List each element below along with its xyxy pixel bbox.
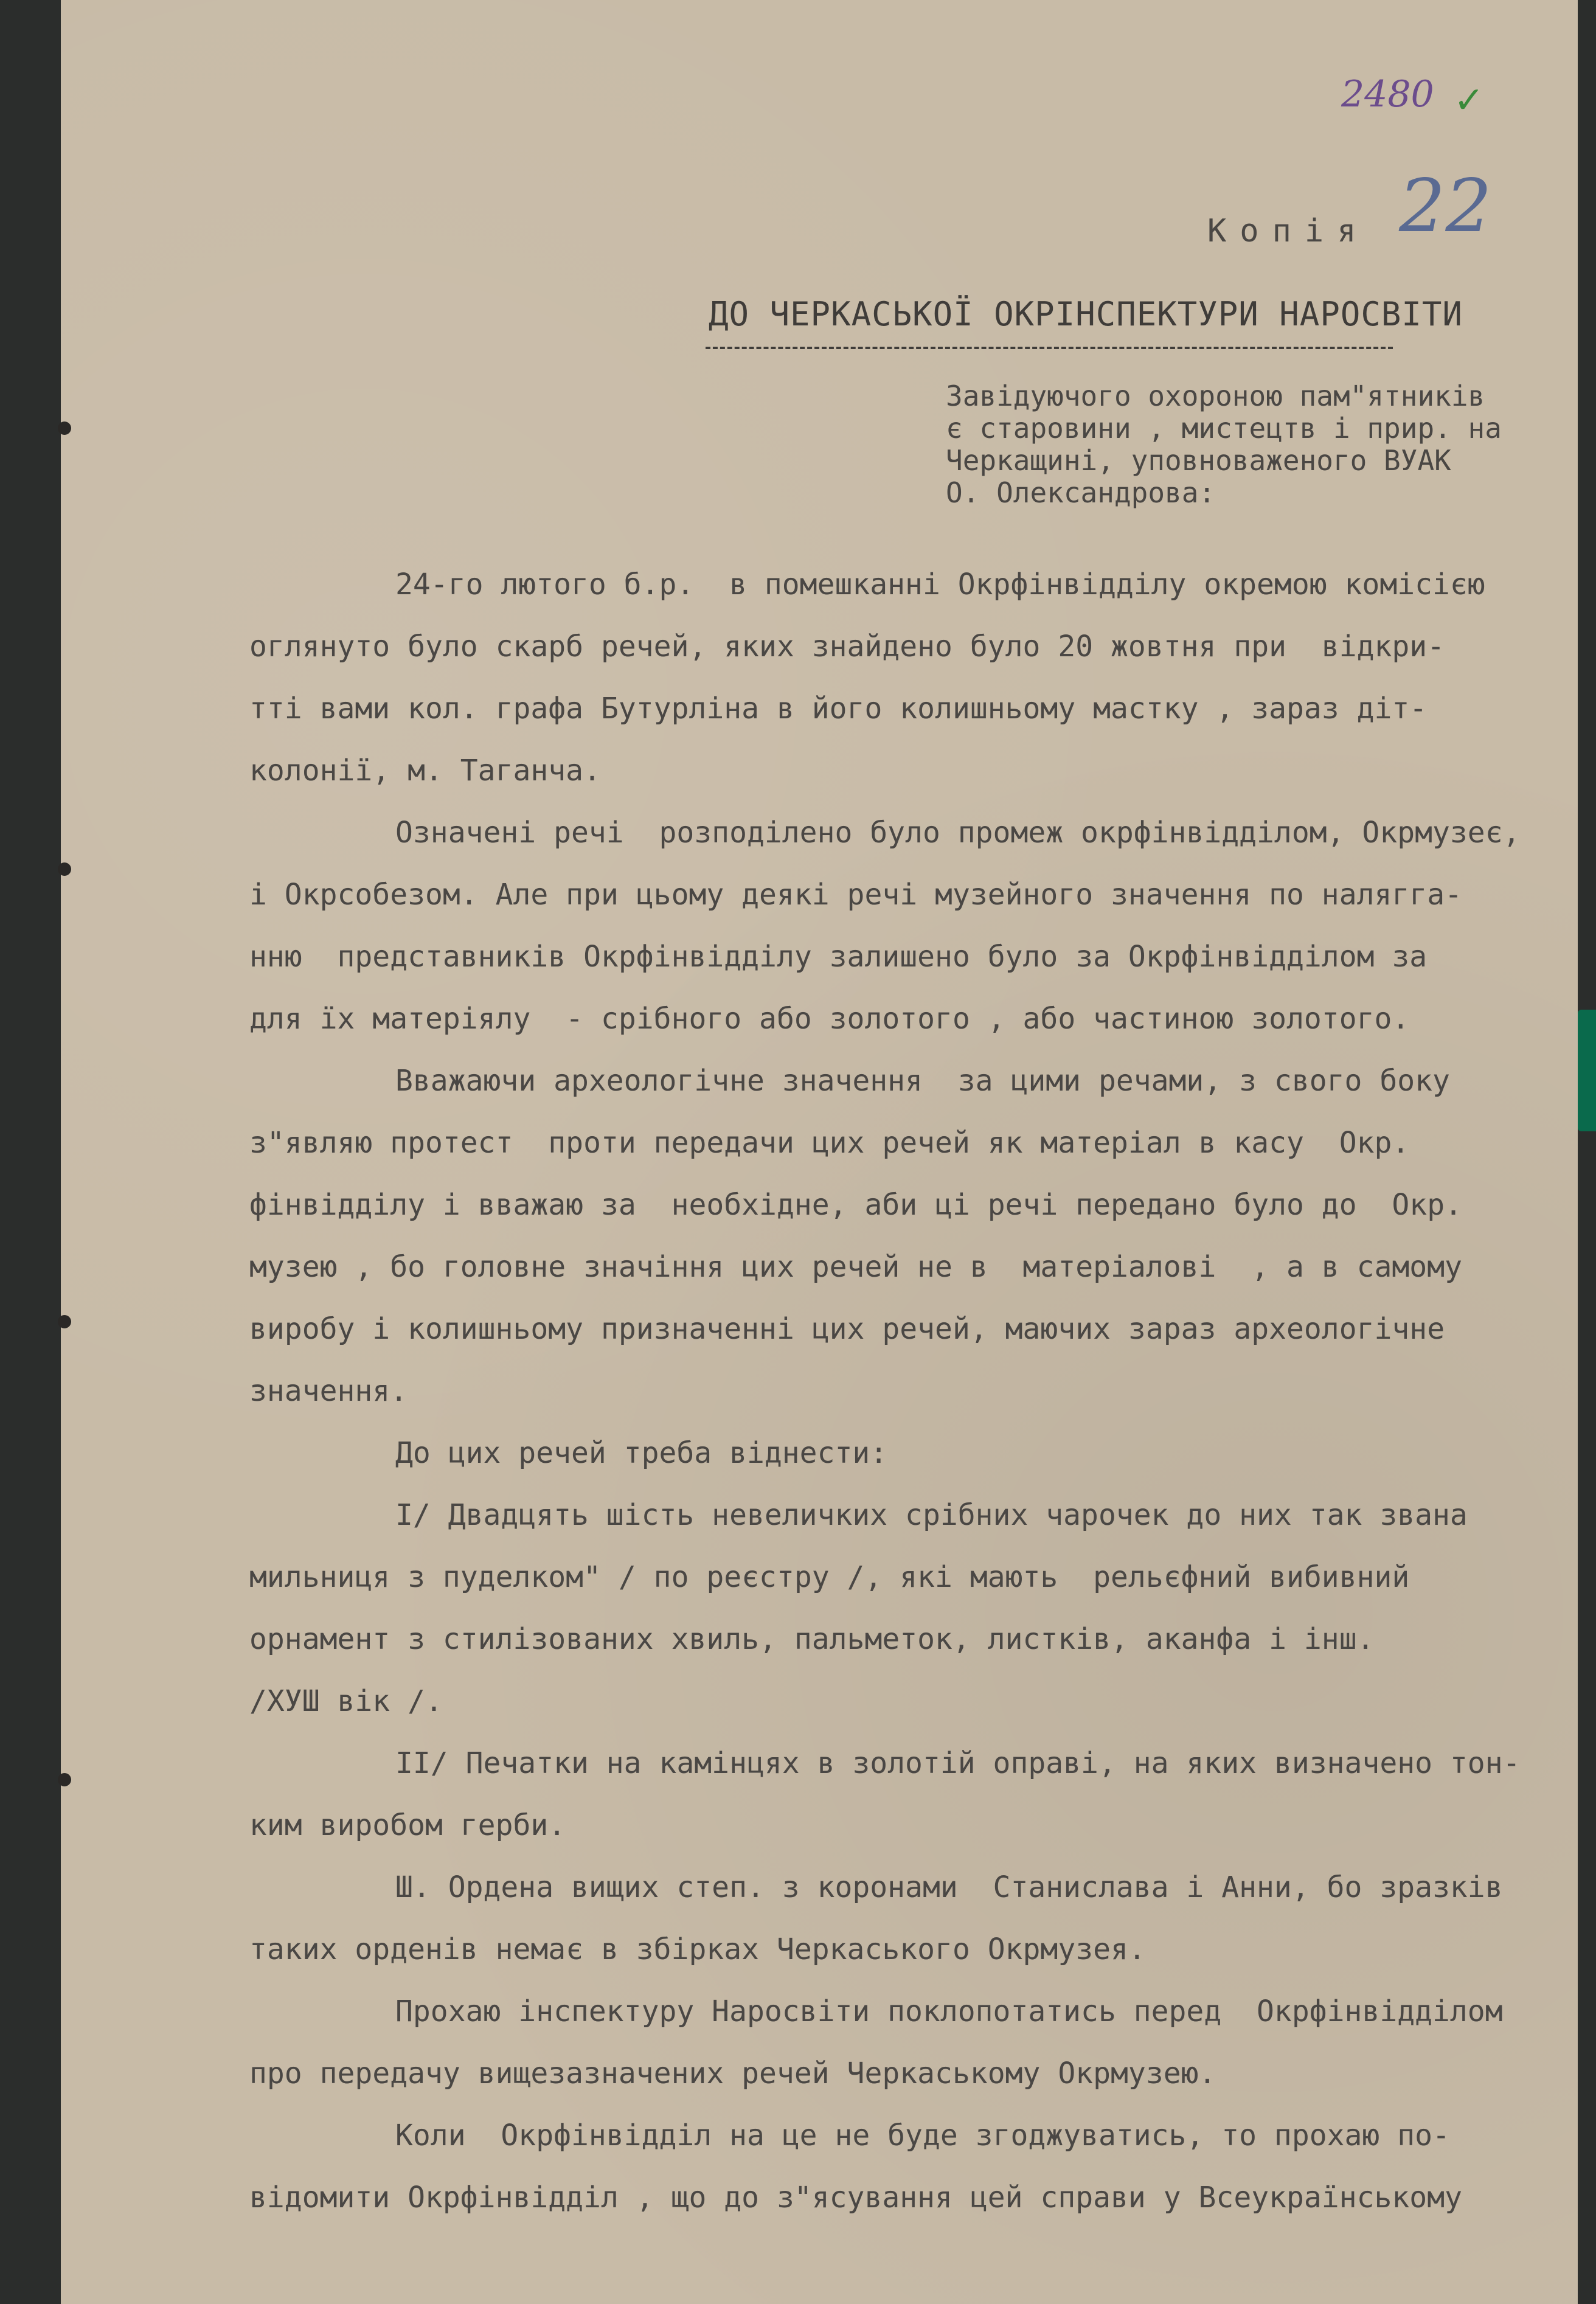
body-line: таких орденів немає в збірках Черкаського Окрмузея. [249,1932,1146,1966]
sender-line: Черкащині, уповноваженого ВУАК [946,443,1451,477]
body-line: тті вами кол. графа Бутурліна в його колишньому мастку , зараз діт- [249,692,1428,726]
check-mark-icon: ✓ [1454,79,1485,122]
body-line: виробу і колишньому призначенні цих речей, маючих зараз археологічне [249,1312,1445,1346]
body-line: нню представників Окрфінвідділу залишено було за Окрфінвідділом за [249,940,1428,974]
body-line: Вважаючи археологічне значення за цими речами, з свого боку [395,1064,1450,1098]
letter-body [249,553,1521,2229]
body-line: ІІ/ Печатки на камінцях в золотій оправі, на яких визначено тон- [395,1746,1521,1780]
body-line: До цих речей треба віднести: [395,1436,888,1470]
body-line: Прохаю інспектуру Наросвіти поклопотатись перед Окрфінвідділом [395,1994,1503,2028]
body-line: оглянуто було скарб речей, яких знайдено було 20 жовтня при відкри- [249,630,1445,664]
copy-label: Копія [1207,213,1370,249]
body-line: відомити Окрфінвідділ , що до з"ясування цей справи у Всеукраїнському [249,2181,1462,2215]
body-line: Ш. Ордена вищих степ. з коронами Станислава і Анни, бо зразків [395,1870,1503,1904]
body-line: /ХУШ вік /. [249,1684,443,1718]
sender-block [946,380,1502,509]
addressee-heading: ДО ЧЕРКАСЬКОЇ ОКРІНСПЕКТУРИ НАРОСВІТИ [709,295,1463,333]
body-line: орнамент з стилізованих хвиль, пальметок, листків, аканфа і інш. [249,1622,1375,1656]
body-line: 24-го лютого б.р. в помешканні Окрфінвідділу окремою комісією [395,567,1485,602]
punch-hole [58,1315,71,1328]
body-line: для їх матеріялу - срібного або золотого , або частиною золотого. [249,1002,1410,1036]
body-line: Коли Окрфінвідділ на це не буде згоджуватись, то прохаю по- [395,2118,1450,2153]
green-bookmark-tab [1578,1010,1596,1131]
body-line: І/ Двадцять шість невеличких срібних чарочек до них так звана [395,1498,1468,1532]
body-line: ким виробом герби. [249,1808,566,1842]
body-line: з"являю протест проти передачи цих речей як матеріал в касу Окр. [249,1126,1410,1160]
body-line: музею , бо головне значіння цих речей не в матеріалові , а в самому [249,1250,1462,1284]
sender-line: Завідуючого охороною пам"ятників [946,380,1485,412]
punch-hole [58,1773,71,1786]
archive-number: 2480 [1341,73,1434,116]
sender-line: є старовини , мистецтв і прир. на [946,411,1502,445]
body-line: мильниця з пуделком" / по реєстру /, які мають рельєфний вибивний [249,1560,1410,1594]
body-line: фінвідділу і вважаю за необхідне, аби ці речі передано було до Окр. [249,1188,1462,1222]
body-line: колонії, м. Таганча. [249,754,601,788]
body-line: Означені речі розподілено було промеж окрфінвідділом, Окрмузеє, [395,816,1521,850]
punch-hole [58,862,71,876]
punch-hole [58,422,71,435]
page-number: 22 [1399,164,1492,249]
heading-underline [706,347,1393,349]
body-line: про передачу вищезазначених речей Черкаському Окрмузею. [249,2056,1216,2091]
body-line: і Окрсобезом. Але при цьому деякі речі музейного значення по налягга- [249,878,1462,912]
sender-line: О. Олександрова: [946,476,1216,509]
body-line: значення. [249,1374,408,1408]
